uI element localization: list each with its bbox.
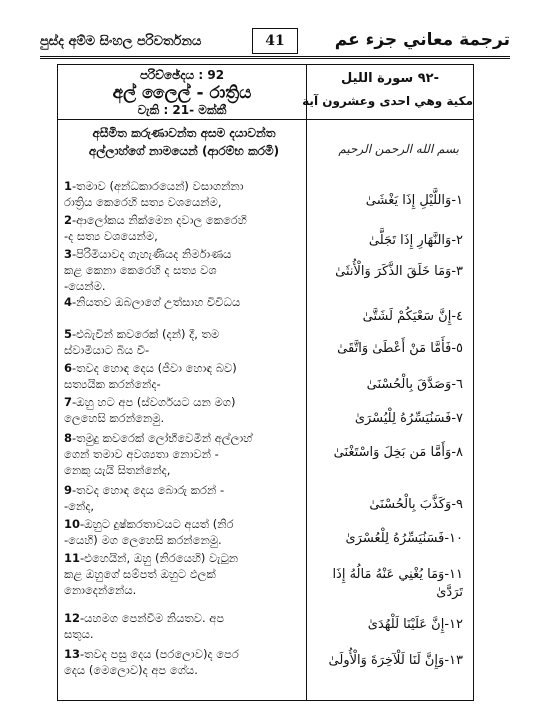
verse-line: කළ කෙනා කෙරෙහි ද සත්‍ය වශ xyxy=(64,263,217,277)
arabic-verse: ٩-وَكَذَّبَ بِالْحُسْنَىٰ xyxy=(369,497,463,512)
header-arabic-title: ترجمة معاني جزء عم xyxy=(334,30,510,50)
sinhala-verse xyxy=(64,430,304,478)
sinhala-verse xyxy=(64,610,304,642)
arabic-verse: ١٢-إِنَّ عَلَيْنَا لَلْهُدَىٰ xyxy=(367,617,463,632)
verse-line: රාත්‍රිය කෙරෙහි සත්‍ය වශයෙන්ම, xyxy=(64,195,222,209)
verse-line: -තවද හොඳ දෙය (ජීවා හොඳ බව) xyxy=(72,361,237,375)
basmala: بسم الله الرحمن الرحيم xyxy=(338,142,459,156)
verse-line: -නියතව ඔබලාගේ උත්සාහ විවිධය xyxy=(72,295,241,309)
verse-number: 12 xyxy=(64,611,81,625)
verse-number: 6 xyxy=(64,361,73,375)
verses-body xyxy=(57,118,474,701)
header-sinhala-title: පුස්ද අම්ම සිංහල පරිවර්තනය xyxy=(40,34,202,49)
verse-line: නොදෙන්නේය. xyxy=(64,583,137,597)
verse-line: සතුය. xyxy=(64,627,94,641)
verse-line: ගෙන් තමාව අවශ්‍යතා නොවන් - xyxy=(64,447,219,461)
opening-invocation xyxy=(66,124,302,160)
verse-number: 11 xyxy=(64,551,81,565)
verse-line: -ඔහු හට අප (ස්වර්ගයට යන මග) xyxy=(72,395,236,409)
verse-number: 8 xyxy=(64,431,73,445)
verse-number: 10 xyxy=(64,517,81,531)
verse-number: 2 xyxy=(64,213,73,227)
arabic-verse: ١-وَاللَّيْلِ إِذَا يَغْشَىٰ xyxy=(365,193,463,208)
opening-line-2: අල්ලාහ්ගේ නාමයෙන් (ආරම්භ කරමි) xyxy=(88,144,280,158)
verse-line: -තවද හොඳ දෙය බොරු කරන් - xyxy=(72,483,225,497)
verse-number: 7 xyxy=(64,395,73,409)
arabic-verse: ٥-فَأَمَّا مَنْ أَعْطَىٰ وَاتَّقَىٰ xyxy=(337,341,463,356)
chapter-title: අල් ලෛල් - රාත්‍රිය xyxy=(112,83,252,103)
verse-line: -තවද පසු දෙය (පරලොව)ද පෙර xyxy=(80,647,239,661)
sinhala-verse xyxy=(64,360,304,392)
sinhala-verse xyxy=(64,246,304,294)
chapter-number: පරිච්ඡේදය : 92 xyxy=(139,68,225,82)
opening-line-1: අසීමිත කරුණාවන්ත අසම දයාවන්ත xyxy=(92,126,276,140)
arabic-verse: ٨-وَأَمَّا مَن بَخِلَ وَاسْتَغْنَىٰ xyxy=(333,445,463,460)
verse-line: -තමුදු කවරෙක් ලෝභීවෙමින් අල්ලාහ් xyxy=(72,431,253,445)
verse-line: -යහමග පෙන්වීම නියතව. අප xyxy=(80,611,225,625)
arabic-verse: ٧-فَسَنُيَسِّرُهُ لِلْيُسْرَىٰ xyxy=(354,411,463,426)
verse-line: -යෙන්ම. xyxy=(64,279,106,293)
verse-line: ලෙහෙසි කරන්නෙමු. xyxy=(64,411,165,425)
verse-line: සත්‍යයික කරන්නේද- xyxy=(64,377,161,391)
arabic-verse: ٢-وَالنَّهَارِ إِذَا تَجَلَّىٰ xyxy=(368,233,463,248)
sura-name: -٩٢ سورة الليل xyxy=(341,71,439,86)
verse-number: 13 xyxy=(64,647,81,661)
verse-number: 3 xyxy=(64,247,73,261)
verse-line: -යෙහි) මග ලෙහෙසි කරන්නෙමු. xyxy=(64,533,222,547)
verse-line: -ආලෝකය නික්මෙන දවාල කෙරෙහි xyxy=(72,213,247,227)
sinhala-verse xyxy=(64,550,304,598)
header-rule xyxy=(40,56,510,59)
verse-number: 9 xyxy=(64,483,73,497)
arabic-verse: ١٠-فَسَنُيَسِّرُهُ لِلْعُسْرَىٰ xyxy=(345,531,463,546)
verse-number: 1 xyxy=(64,179,73,193)
arabic-verse: ٦-وَصَدَّقَ بِالْحُسْنَىٰ xyxy=(366,377,463,392)
verse-line: -පිරිමියාවද ගැහැණියද නිර්මාණය xyxy=(72,247,232,261)
sinhala-verse xyxy=(64,212,304,244)
chapter-title-box xyxy=(57,64,307,120)
verse-line: -එබැවින් කවරෙක් (දන්) දී, තම xyxy=(72,327,220,341)
sinhala-verse xyxy=(64,326,304,358)
sinhala-verse xyxy=(64,394,304,426)
verse-line: -ද සත්‍ය වශයෙන්ම, xyxy=(64,229,158,243)
arabic-verse: ٣-وَمَا خَلَقَ الذَّكَرَ وَالْأُنثَىٰ xyxy=(335,264,463,279)
verse-line: කළ ඔහුගේ සම්පත් ඔහුට ඵලක් xyxy=(64,567,216,581)
sinhala-verse xyxy=(64,516,304,548)
verse-line: දෙය (මෙලොව)ද අප ගේය. xyxy=(64,663,198,677)
sinhala-verse xyxy=(64,294,304,310)
verse-number: 5 xyxy=(64,327,73,341)
verse-number: 4 xyxy=(64,295,73,309)
page-header xyxy=(40,28,510,58)
arabic-verse: ١٣-وَإِنَّ لَنَا لَلْآخِرَةَ وَالْأُولَىٰ xyxy=(328,653,463,668)
verse-line: -නේද, xyxy=(64,499,95,513)
chapter-verses: වැකි : 21- මක්කී xyxy=(137,103,227,117)
verse-line: -එහෙයින්, ඔහු (නිරයෙහි) වැටුන xyxy=(80,551,239,565)
sura-title-box xyxy=(302,64,474,120)
verse-line: නෙකු යැයි සිතන්නේද, xyxy=(64,463,171,477)
sura-info: مكية وهي احدى وعشرون آية xyxy=(302,94,473,108)
verse-line: -තමාව (අන්ධකාරයෙන්) වසාගන්නා xyxy=(72,179,244,193)
verse-line: -ඔහුට දුෂ්කරතාවයට අයත් (නිර xyxy=(80,517,234,531)
sinhala-verse xyxy=(64,482,304,514)
verse-line: ස්වාමියාට බිය වී- xyxy=(64,343,150,357)
page-number: 41 xyxy=(252,28,298,54)
sinhala-verse xyxy=(64,646,304,678)
arabic-verse: ٤-إِنَّ سَعْيَكُمْ لَشَتَّىٰ xyxy=(362,309,463,324)
arabic-verse: ١١-وَمَا يُغْنِي عَنْهُ مَالُهُ إِذَا تَرَدَّىٰ xyxy=(332,567,463,600)
sinhala-verse xyxy=(64,178,304,210)
